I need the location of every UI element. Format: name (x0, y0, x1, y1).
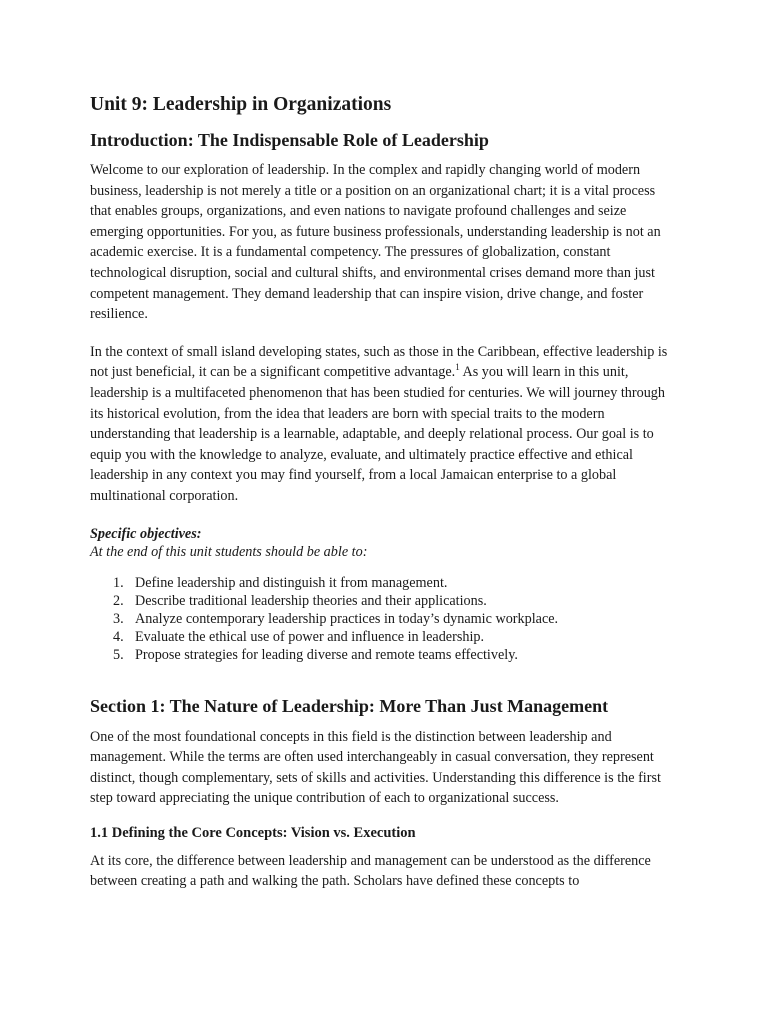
intro-paragraph-2 (90, 342, 678, 507)
objective-item (90, 628, 678, 646)
document-page (90, 92, 678, 892)
intro-heading: Introduction: The Indispensable Role of Leadership (90, 130, 489, 150)
objectives-block (90, 525, 678, 664)
intro-paragraph-1: Welcome to our exploration of leadership. In the complex and rapidly changing world of modern business, leadership is not merely a title or a position on an organizational chart; it is a vital process that enables groups, organizations, and even nations to navigate profound challenges and seize emerging opportunities. For you, as future business professionals, understanding leadership is not an academic exercise. It is a fundamental competency. The pressures of globalization, constant technological disruption, social and cultural shifts, and environmental crises demand more than just competent management. They demand leadership that can inspire vision, drive change, and foster resilience. (90, 162, 661, 323)
objectives-heading: Specific objectives: (90, 525, 202, 542)
objective-text: Describe traditional leadership theories and their applications. (135, 592, 487, 609)
footnote-marker[interactable]: 1 (455, 362, 460, 373)
intro-paragraph-2-part-1: In the context of small island developing states, such as those in the Caribbean, effective leadership is not just beneficial, it can be a significant competitive advantage. (90, 343, 668, 381)
objective-text: Evaluate the ethical use of power and influence in leadership. (135, 628, 485, 645)
objective-text: Analyze contemporary leadership practices in today’s dynamic workplace. (135, 610, 559, 627)
section-1-paragraph-1: One of the most foundational concepts in this field is the distinction between leadership and management. While the terms are often used interchangeably in casual conversation, they represent distinct, though complementary, sets of skills and activities. Understanding this difference is the first step toward appreciating the unique contribution of each to organizational success. (90, 728, 661, 807)
objective-item (90, 592, 678, 610)
subsection-1-1-heading: 1.1 Defining the Core Concepts: Vision vs. Execution (90, 824, 416, 841)
unit-title: Unit 9: Leadership in Organizations (90, 94, 392, 115)
subsection-1-1-paragraph-1: At its core, the difference between leadership and management can be understood as the difference between creating a path and walking the path. Scholars have defined these concepts to (90, 852, 651, 890)
objective-number: 2. (113, 592, 124, 609)
objective-number: 3. (113, 610, 124, 627)
objectives-list (90, 574, 678, 664)
objective-text: Propose strategies for leading diverse and remote teams effectively. (135, 646, 518, 663)
objectives-intro: At the end of this unit students should be able to: (90, 543, 368, 560)
objective-number: 1. (113, 574, 124, 591)
objective-item (90, 646, 678, 664)
objective-item (90, 574, 678, 592)
intro-paragraph-2-part-2: As you will learn in this unit, leadership is a multifaceted phenomenon that has been studied for centuries. We will journey through its historical evolution, from the idea that leaders are born with special traits to the modern understanding that leadership is a learnable, adaptable, and deeply relational process. Our goal is to equip you with the knowledge to analyze, evaluate, and ultimately practice effective and ethical leadership in any context you may find yourself, from a local Jamaican enterprise to a global multinational corporation. (90, 364, 665, 504)
objective-number: 4. (113, 628, 124, 645)
objective-item (90, 610, 678, 628)
objective-text: Define leadership and distinguish it from management. (135, 574, 448, 591)
objective-number: 5. (113, 646, 124, 663)
section-1-heading: Section 1: The Nature of Leadership: More Than Just Management (90, 695, 609, 716)
